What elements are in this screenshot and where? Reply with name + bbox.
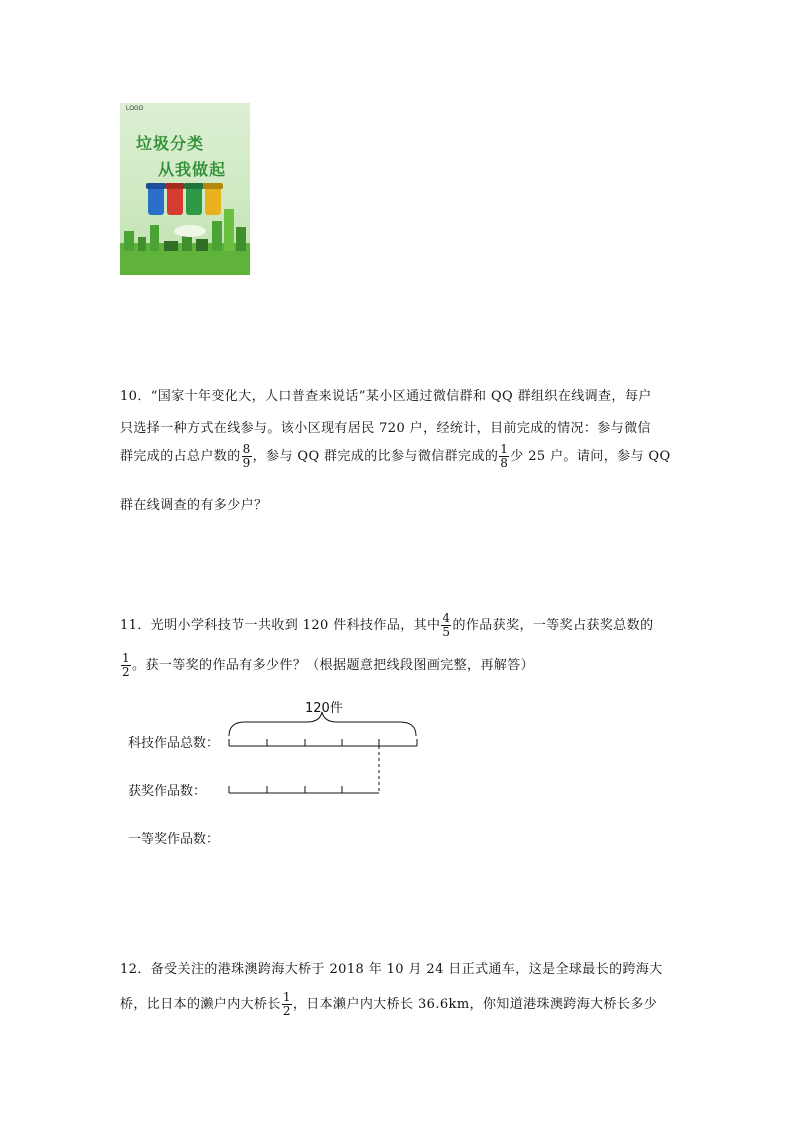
row-first-prize-works: 一等奖作品数： xyxy=(128,832,220,847)
q11-frac1-denominator: 5 xyxy=(442,625,451,639)
q11-line2-part-b: 。获一等奖的作品有多少件？（根据题意把线段图画完整，再解答） xyxy=(132,658,535,673)
total-works-label: 120件 xyxy=(305,701,343,716)
q12-line2-part-a: 桥，比日本的濑户内大桥长 xyxy=(120,997,281,1012)
q12-line1: 12．备受关注的港珠澳跨海大桥于 2018 年 10 月 24 日正式通车，这是全球最长的跨海大 xyxy=(120,962,663,977)
poster-title-line2: 从我做起 xyxy=(158,160,227,179)
q10-line3-part-b: ，参与 QQ 群完成的比参与微信群完成的 xyxy=(252,449,499,464)
poster-title-line1: 垃圾分类 xyxy=(136,134,205,153)
award-segment-ticks xyxy=(229,786,342,793)
q12-frac-denominator: 2 xyxy=(282,1004,291,1018)
q10-line4: 群在线调查的有多少户？ xyxy=(120,498,268,513)
q10-frac1-numerator: 8 xyxy=(242,442,251,456)
total-brace xyxy=(229,712,416,736)
q10-frac2-denominator: 8 xyxy=(500,456,509,470)
q10-line3-part-c: 少 25 户。请问，参与 QQ xyxy=(510,449,671,464)
q10-line1: 10．“国家十年变化大，人口普查来说话”某小区通过微信群和 QQ 群组织在线调查，每户 xyxy=(120,389,652,404)
q12-line2 xyxy=(120,991,657,1018)
q11-frac1-numerator: 4 xyxy=(442,611,451,625)
q12-frac-numerator: 1 xyxy=(282,990,291,1004)
q11-line1-part-a: 11．光明小学科技节一共收到 120 件科技作品，其中 xyxy=(120,618,441,633)
poster-logo: LOGO xyxy=(126,106,144,112)
q10-line3-part-a: 群完成的占总户数的 xyxy=(120,449,241,464)
q12-fraction-1-2 xyxy=(282,991,292,1018)
total-segment-ticks xyxy=(229,739,417,746)
q12-line2-part-b: ，日本濑户内大桥长 36.6km，你知道港珠澳跨海大桥长多少 xyxy=(292,997,658,1012)
q10-frac2-numerator: 1 xyxy=(500,442,509,456)
row-total-works: 科技作品总数： xyxy=(128,736,220,751)
q11-frac2-denominator: 2 xyxy=(122,665,131,679)
q10-frac1-denominator: 9 xyxy=(242,456,251,470)
row-award-works: 获奖作品数： xyxy=(128,784,207,799)
q11-frac2-numerator: 1 xyxy=(122,651,131,665)
q10-line2: 只选择一种方式在线参与。该小区现有居民 720 户，经统计，目前完成的情况：参与微信 xyxy=(120,421,651,436)
q11-line1-part-b: 的作品获奖，一等奖占获奖总数的 xyxy=(452,618,654,633)
